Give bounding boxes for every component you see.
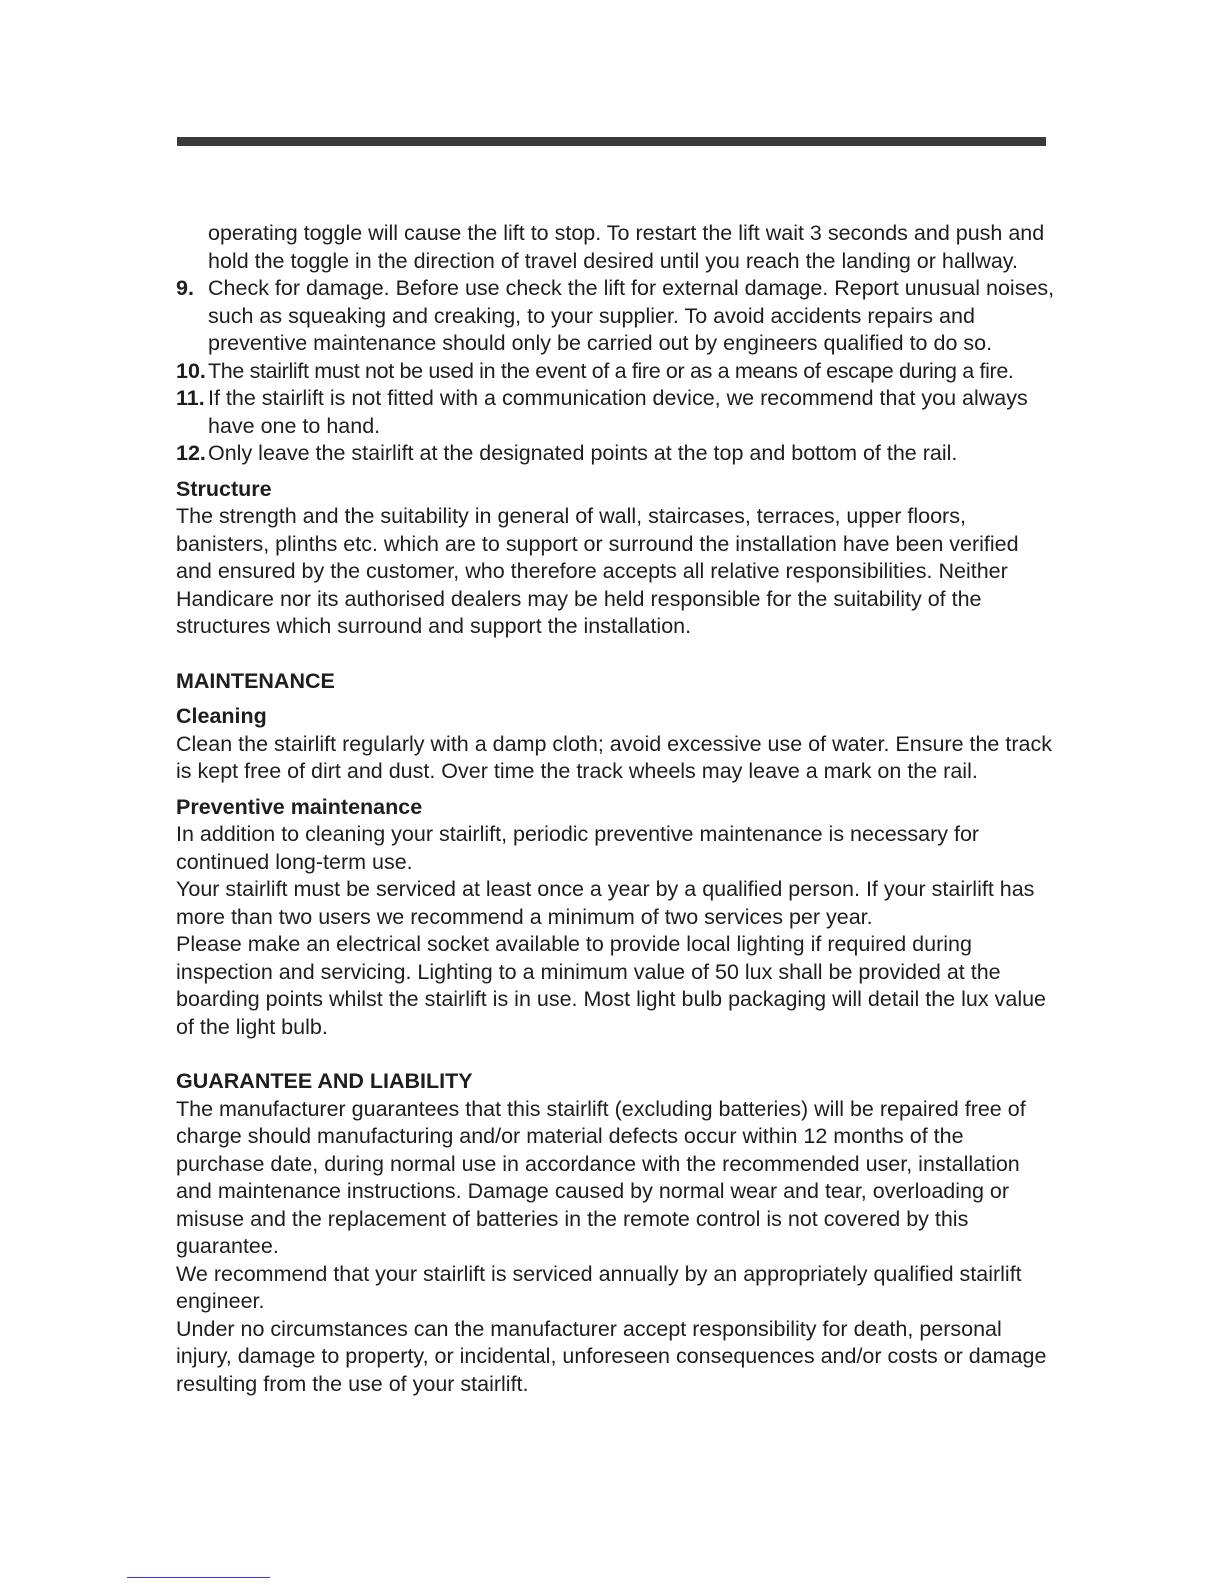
list-item-12: [176, 440, 1056, 468]
preventive-paragraph-2: Your stairlift must be serviced at least once a year by a qualified person. If your stairlift has more than two users we recommend a minimum of two services per year.: [176, 877, 1035, 929]
list-item-10: [176, 358, 1056, 386]
list-item-9: [176, 275, 1056, 358]
list-text: If the stairlift is not fitted with a communication device, we recommend that you always have one to hand.: [208, 386, 1028, 438]
list-number: 9.: [176, 276, 194, 300]
preventive-paragraph-1: In addition to cleaning your stairlift, periodic preventive maintenance is necessary for continued long-term use.: [176, 822, 980, 874]
list-number: 11.: [176, 386, 205, 410]
list-item-continuation: operating toggle will cause the lift to stop. To restart the lift wait 3 seconds and push and hold the toggle in the direction of travel desired until you reach the landing or hallway.: [208, 221, 1045, 273]
cleaning-heading: Cleaning: [176, 704, 267, 728]
preventive-maintenance-heading: Preventive maintenance: [176, 794, 423, 819]
list-text: Only leave the stairlift at the designated points at the top and bottom of the rail.: [208, 441, 958, 465]
maintenance-heading: MAINTENANCE: [176, 668, 335, 693]
header-rule: [177, 137, 1046, 146]
structure-paragraph: The strength and the suitability in general of wall, staircases, terraces, upper floors, banisters, plinths etc. which are to support or surround the installation have been verified and ensured by the customer, who therefore accepts all relative responsibilities. Neither Handicare nor its authorised dealers may be held responsible for the suitability of the structures which surround and support the installation.: [176, 504, 1019, 638]
guarantee-heading: GUARANTEE AND LIABILITY: [176, 1069, 473, 1093]
guarantee-paragraph-3: Under no circumstances can the manufacturer accept responsibility for death, personal injury, damage to property, or incidental, unforeseen consequences and/or costs or damage resulting from the use of your stairlift.: [176, 1316, 1047, 1396]
list-number: 10.: [176, 358, 206, 383]
list-item-11: [176, 385, 1056, 440]
footer-link-underline: [127, 1577, 270, 1578]
list-number: 12.: [176, 441, 206, 465]
list-text: The stairlift must not be used in the event of a fire or as a means of escape during a fire.: [208, 358, 1014, 383]
guarantee-paragraph-1: The manufacturer guarantees that this stairlift (excluding batteries) will be repaired free of charge should manufacturing and/or material defects occur within 12 months of the purchase date, during normal use in accordance with the recommended user, installation and maintenance instructions. Damage caused by normal wear and tear, overloading or misuse and the replacement of batteries in the remote control is not covered by this guarantee.: [176, 1096, 1026, 1258]
list-text: Check for damage. Before use check the lift for external damage. Report unusual noises, such as squeaking and creaking, to your supplier. To avoid accidents repairs and preventive maintenance should only be carried out by engineers qualified to do so.: [208, 276, 1055, 355]
cleaning-paragraph: Clean the stairlift regularly with a damp cloth; avoid excessive use of water. Ensure the track is kept free of dirt and dust. Over time the track wheels may leave a mark on the rail.: [176, 731, 1052, 783]
structure-heading: Structure: [176, 476, 272, 501]
preventive-paragraph-3: Please make an electrical socket available to provide local lighting if required during inspection and servicing. Lighting to a minimum value of 50 lux shall be provided at the boarding points whilst the stairlift is in use. Most light bulb packaging will detail the lux value of the light bulb.: [176, 932, 1047, 1039]
guarantee-paragraph-2: We recommend that your stairlift is serviced annually by an appropriately qualified stairlift engineer.: [176, 1261, 1022, 1313]
document-body: [176, 220, 1056, 1398]
